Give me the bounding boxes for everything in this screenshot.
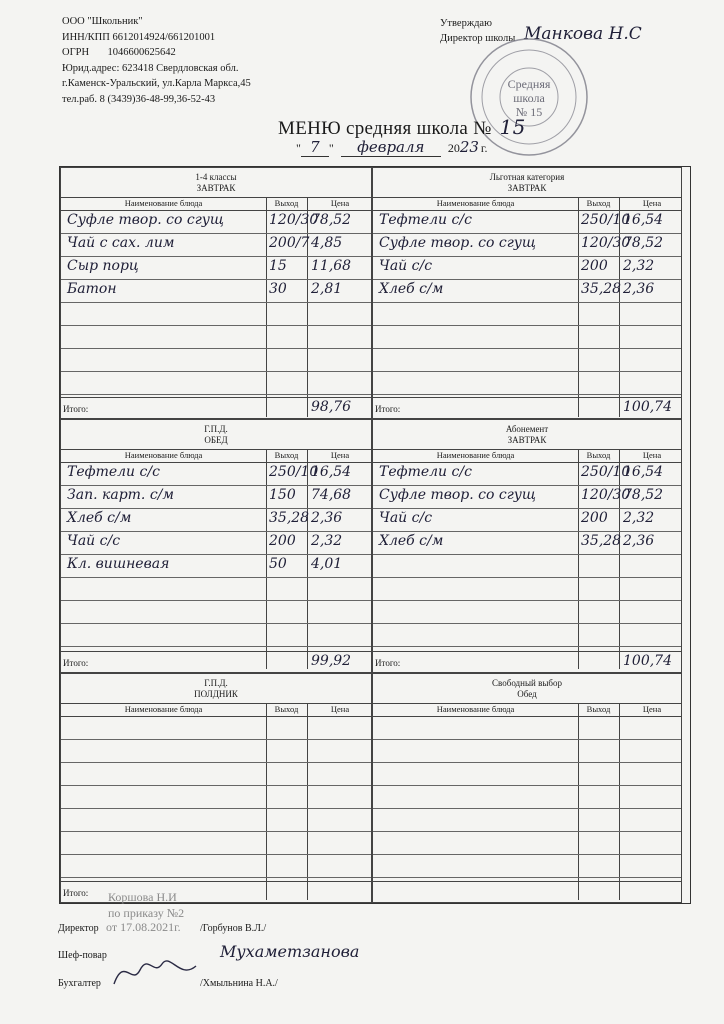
cell-out: 15 <box>269 258 287 274</box>
cell-price: 2,32 <box>623 258 655 274</box>
block-title: Г.П.Д. <box>204 424 228 434</box>
cell-name: Зап. карт. с/м <box>67 487 174 503</box>
block-meal: ЗАВТРАК <box>507 183 547 193</box>
cell-out: 50 <box>269 556 287 572</box>
row-divider <box>373 762 681 763</box>
org-ogrn: ОГРН 1046600625642 <box>62 47 176 58</box>
cell-out: 200 <box>581 510 608 526</box>
cell-out: 35,28 <box>581 281 622 297</box>
table-row <box>373 279 681 302</box>
column-header-price: Цена <box>330 704 350 714</box>
director-label: Директор <box>58 923 99 934</box>
column-divider <box>266 704 267 900</box>
total-label: Итого: <box>63 658 89 668</box>
column-headers <box>373 704 681 717</box>
cell-out: 35,28 <box>269 510 310 526</box>
block-header <box>373 168 681 198</box>
row-divider <box>61 646 371 647</box>
row-divider <box>61 854 371 855</box>
org-phone: тел.раб. 8 (3439)36-48-99,36-52-43 <box>62 93 216 105</box>
row-divider <box>61 577 371 578</box>
column-header-name: Наименование блюда <box>436 450 515 460</box>
column-divider <box>307 704 308 900</box>
cell-out: 250/10 <box>581 464 631 480</box>
table-row <box>61 508 371 531</box>
cell-name: Батон <box>67 281 117 297</box>
row-divider <box>373 623 681 624</box>
cell-out: 250/10 <box>581 212 631 228</box>
row-divider <box>373 348 681 349</box>
accountant-label: Бухгалтер <box>58 978 101 989</box>
row-divider <box>61 325 371 326</box>
row-divider <box>373 302 681 303</box>
row-divider <box>61 348 371 349</box>
block-header <box>61 168 371 198</box>
menu-sheet <box>59 166 691 904</box>
cell-name: Кл. вишневая <box>67 556 170 572</box>
cell-name: Тефтели с/с <box>67 464 160 480</box>
row-divider <box>373 808 681 809</box>
org-details <box>62 14 251 107</box>
row-divider <box>373 371 681 372</box>
cell-out: 120/30 <box>581 235 631 251</box>
column-header-out: Выход <box>274 704 299 714</box>
block-header <box>61 674 371 704</box>
total-value: 98,76 <box>311 399 352 415</box>
table-row <box>373 508 681 531</box>
director-name: /Горбунов В.Л./ <box>200 923 267 934</box>
cell-out: 200/7 <box>269 235 310 251</box>
total-value: 99,92 <box>311 653 352 669</box>
cell-price: 16,54 <box>311 464 352 480</box>
column-header-price: Цена <box>642 450 662 460</box>
cell-name: Хлеб с/м <box>67 510 132 526</box>
table-row <box>373 485 681 508</box>
approve-director-label: Директор школы <box>440 33 516 44</box>
cell-price: 2,32 <box>623 510 655 526</box>
block-total <box>373 651 681 672</box>
row-divider <box>61 394 371 395</box>
block-total <box>373 881 681 902</box>
total-value: 100,74 <box>623 653 672 669</box>
date-day: 7 <box>301 138 329 157</box>
column-header-price: Цена <box>642 198 662 208</box>
date-year: 23 <box>459 138 479 156</box>
director-signature: Манкова Н.С <box>524 24 642 44</box>
cell-name: Чай с сах. лим <box>67 235 175 251</box>
faded-name: Коршова Н.И <box>108 890 177 904</box>
row-divider <box>373 325 681 326</box>
block-header <box>373 674 681 704</box>
row-divider <box>373 877 681 878</box>
org-name: ООО "Школьник" <box>62 16 143 27</box>
block-total <box>61 397 371 418</box>
chef-label: Шеф-повар <box>58 950 107 961</box>
column-header-out: Выход <box>586 704 611 714</box>
faded-date: от 17.08.2021г. <box>106 920 181 934</box>
cell-out: 200 <box>269 533 296 549</box>
row-divider <box>373 831 681 832</box>
cell-price: 2,36 <box>311 510 343 526</box>
column-header-out: Выход <box>586 450 611 460</box>
row-divider <box>61 302 371 303</box>
cell-price: 78,52 <box>311 212 352 228</box>
column-headers <box>61 704 371 717</box>
row-divider <box>373 600 681 601</box>
cell-price: 78,52 <box>623 235 664 251</box>
column-header-out: Выход <box>586 198 611 208</box>
block-header <box>61 420 371 450</box>
total-label: Итого: <box>375 404 401 414</box>
column-header-name: Наименование блюда <box>124 198 203 208</box>
table-row <box>61 256 371 279</box>
row-divider <box>61 762 371 763</box>
cell-out: 35,28 <box>581 533 622 549</box>
row-divider <box>61 371 371 372</box>
total-value: 100,74 <box>623 399 672 415</box>
cell-name: Чай с/с <box>379 258 433 274</box>
table-row <box>373 210 681 233</box>
block-meal: ЗАВТРАК <box>507 435 547 445</box>
stamp-text-3: № 15 <box>515 105 543 119</box>
cell-name: Суфле твор. со сгущ <box>67 212 224 228</box>
cell-name: Хлеб с/м <box>379 533 444 549</box>
cell-price: 74,68 <box>311 487 352 503</box>
org-address2: г.Каменск-Уральский, ул.Карла Маркса,45 <box>62 78 251 89</box>
table-row <box>61 210 371 233</box>
block-title: Свободный выбор <box>492 678 562 688</box>
row-divider <box>373 577 681 578</box>
cell-name: Хлеб с/м <box>379 281 444 297</box>
block-title: 1-4 классы <box>195 172 237 182</box>
block-title: Г.П.Д. <box>204 678 228 688</box>
cell-price: 4,01 <box>311 556 343 572</box>
menu-block <box>60 673 372 903</box>
cell-out: 250/10 <box>269 464 319 480</box>
row-divider <box>373 554 681 555</box>
table-row <box>61 233 371 256</box>
date-month: февраля <box>341 138 441 157</box>
accountant-name: /Хмыльнина Н.А./ <box>200 978 278 989</box>
row-divider <box>61 808 371 809</box>
row-divider <box>61 600 371 601</box>
cell-name: Тефтели с/с <box>379 212 472 228</box>
block-meal: ОБЕД <box>204 435 228 445</box>
cell-name: Тефтели с/с <box>379 464 472 480</box>
table-row <box>61 531 371 554</box>
total-label: Итого: <box>63 888 89 898</box>
column-header-out: Выход <box>274 198 299 208</box>
table-row <box>61 279 371 302</box>
cell-price: 16,54 <box>623 212 664 228</box>
row-divider <box>61 877 371 878</box>
cell-out: 120/30 <box>581 487 631 503</box>
row-divider <box>61 623 371 624</box>
accountant-signature-scribble <box>110 946 200 992</box>
page-title: МЕНЮ средняя школа № 15 <box>278 115 526 139</box>
column-header-name: Наименование блюда <box>124 704 203 714</box>
cell-price: 2,81 <box>311 281 343 297</box>
total-label: Итого: <box>375 658 401 668</box>
table-row <box>61 485 371 508</box>
table-row <box>61 462 371 485</box>
org-inn: ИНН/КПП 6612014924/661201001 <box>62 31 216 43</box>
block-title: Льготная категория <box>489 172 565 182</box>
row-divider <box>373 394 681 395</box>
table-row <box>373 531 681 554</box>
cell-price: 2,36 <box>623 281 655 297</box>
table-row <box>373 233 681 256</box>
school-number: 15 <box>499 115 526 139</box>
faded-order: по приказу №2 <box>108 906 185 920</box>
row-divider <box>373 854 681 855</box>
cell-name: Суфле твор. со сгущ <box>379 235 536 251</box>
column-header-name: Наименование блюда <box>436 198 515 208</box>
column-header-name: Наименование блюда <box>436 704 515 714</box>
cell-out: 120/30 <box>269 212 319 228</box>
stamp-text-1: Средняя <box>507 77 551 91</box>
row-divider <box>373 646 681 647</box>
row-divider <box>61 831 371 832</box>
table-row <box>373 462 681 485</box>
block-header <box>373 420 681 450</box>
menu-block <box>60 167 372 419</box>
column-header-price: Цена <box>330 450 350 460</box>
cell-name: Сыр порц <box>67 258 139 274</box>
table-row <box>61 554 371 577</box>
cell-name: Чай с/с <box>379 510 433 526</box>
row-divider <box>61 739 371 740</box>
cell-price: 78,52 <box>623 487 664 503</box>
menu-block <box>372 167 682 419</box>
cell-out: 30 <box>269 281 287 297</box>
org-address1: Юрид.адрес: 623418 Свердловская обл. <box>62 62 239 74</box>
block-total <box>61 651 371 672</box>
menu-block <box>60 419 372 673</box>
column-divider <box>578 704 579 900</box>
cell-out: 200 <box>581 258 608 274</box>
cell-price: 4,85 <box>311 235 343 251</box>
block-total <box>373 397 681 418</box>
row-divider <box>61 785 371 786</box>
stamp-text-2: школа <box>513 91 545 105</box>
row-divider <box>373 739 681 740</box>
column-header-out: Выход <box>274 450 299 460</box>
menu-block <box>372 673 682 903</box>
column-header-price: Цена <box>330 198 350 208</box>
block-meal: ЗАВТРАК <box>196 183 236 193</box>
approve-label: Утверждаю <box>440 18 492 29</box>
cell-out: 150 <box>269 487 296 503</box>
block-title: Абонемент <box>505 424 549 434</box>
block-meal: ПОЛДНИК <box>194 689 238 699</box>
chef-name: Мухаметзанова <box>220 942 360 961</box>
menu-block <box>372 419 682 673</box>
cell-price: 16,54 <box>623 464 664 480</box>
cell-name: Чай с/с <box>67 533 121 549</box>
column-header-name: Наименование блюда <box>124 450 203 460</box>
cell-price: 2,36 <box>623 533 655 549</box>
block-meal: Обед <box>517 689 537 699</box>
column-header-price: Цена <box>642 704 662 714</box>
total-label: Итого: <box>63 404 89 414</box>
table-row <box>373 256 681 279</box>
row-divider <box>373 785 681 786</box>
column-divider <box>619 704 620 900</box>
cell-name: Суфле твор. со сгущ <box>379 487 536 503</box>
cell-price: 2,32 <box>311 533 343 549</box>
menu-date: " 7 " февраля 2023 г. <box>296 138 488 156</box>
cell-price: 11,68 <box>311 258 352 274</box>
